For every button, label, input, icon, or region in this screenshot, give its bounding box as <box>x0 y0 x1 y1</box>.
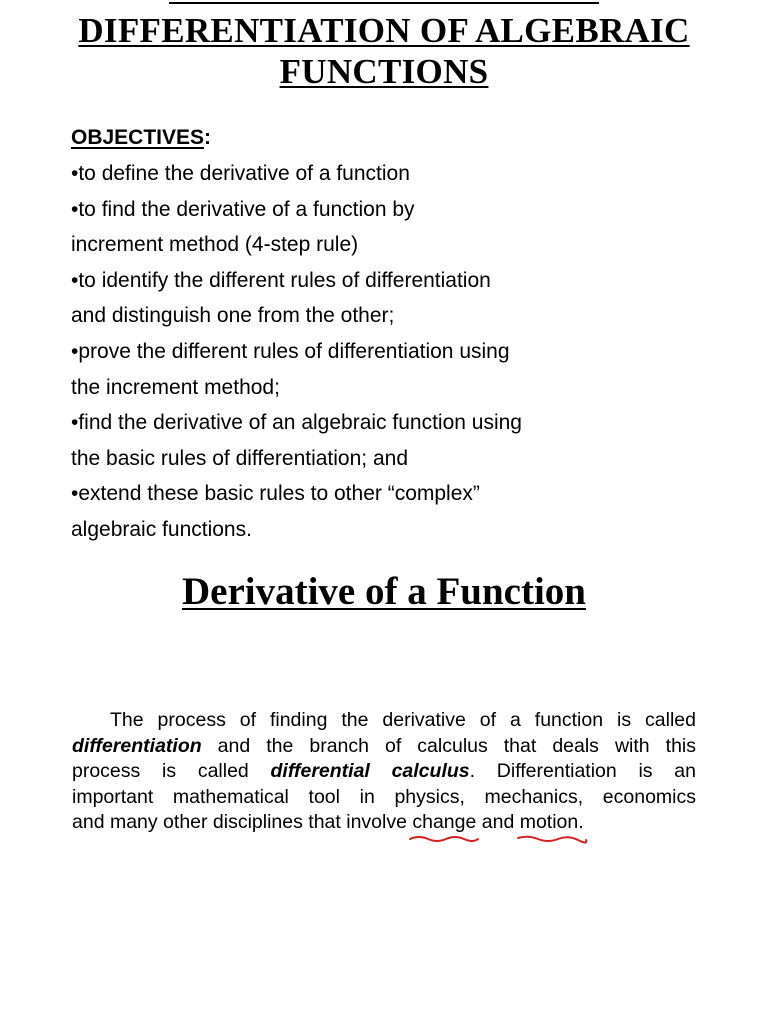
paragraph-line-3 <box>72 759 696 785</box>
objective-item <box>71 192 691 263</box>
objectives-heading-colon: : <box>204 126 212 149</box>
paragraph-text-5c: . <box>578 811 584 833</box>
objective-line: •to identify the different rules of differentiation <box>71 268 491 292</box>
word-change-annotated <box>412 810 476 836</box>
paragraph-line-5 <box>72 810 696 836</box>
document-title <box>0 10 768 92</box>
paragraph-line-4 <box>72 785 696 811</box>
paragraph-line-2 <box>72 734 696 760</box>
objective-line: •extend these basic rules to other “complex” <box>71 482 480 506</box>
objective-item <box>71 405 691 476</box>
objective-line: increment method (4-step rule) <box>71 233 359 257</box>
section-title-text: Derivative of a Function <box>181 570 586 613</box>
objective-item <box>71 263 691 334</box>
title-line-1: DIFFERENTIATION OF ALGEBRAIC <box>78 11 690 50</box>
objectives-section <box>71 120 691 548</box>
word-change: change <box>412 811 477 833</box>
paragraph-text-1: The process of finding the derivative of a function is called <box>110 709 696 731</box>
paragraph-text-3a: process is called <box>72 760 271 782</box>
paragraph-text-5a: and many other disciplines that involve <box>72 811 413 833</box>
word-motion-annotated <box>520 810 579 836</box>
objectives-heading-text: OBJECTIVES <box>71 126 205 149</box>
objective-line: •to define the derivative of a function <box>71 162 410 185</box>
term-differential-calculus: differential calculus <box>270 760 470 782</box>
top-rule <box>169 2 599 4</box>
objective-line: •to find the derivative of a function by <box>71 197 415 221</box>
paragraph-text-5b: and <box>476 811 520 833</box>
section-title <box>0 568 768 616</box>
objective-line: algebraic functions. <box>71 517 252 541</box>
red-squiggle-underline-motion <box>518 834 588 844</box>
objectives-heading <box>71 120 691 156</box>
objective-line: and distinguish one from the other; <box>71 304 395 328</box>
objective-line: •prove the different rules of differentiation using <box>71 339 510 363</box>
paragraph-text-3b: . Differentiation is an <box>469 760 696 782</box>
word-motion: motion <box>519 811 579 833</box>
paragraph-text-2: and the branch of calculus that deals with this <box>201 734 696 757</box>
objective-item <box>71 156 691 192</box>
objectives-list <box>71 156 691 548</box>
red-squiggle-underline-change <box>410 834 480 844</box>
objective-line: the basic rules of differentiation; and <box>71 446 408 470</box>
objective-line: the increment method; <box>71 375 280 399</box>
title-line-2: FUNCTIONS <box>279 52 489 91</box>
definition-paragraph <box>72 708 696 836</box>
paragraph-text-4: important mathematical tool in physics, mechanics, economics <box>72 785 696 808</box>
objective-item <box>71 476 691 547</box>
paragraph-line-1 <box>72 708 696 734</box>
objective-item <box>71 334 691 405</box>
objective-line: •find the derivative of an algebraic function using <box>71 411 522 435</box>
term-differentiation: differentiation <box>72 734 202 757</box>
